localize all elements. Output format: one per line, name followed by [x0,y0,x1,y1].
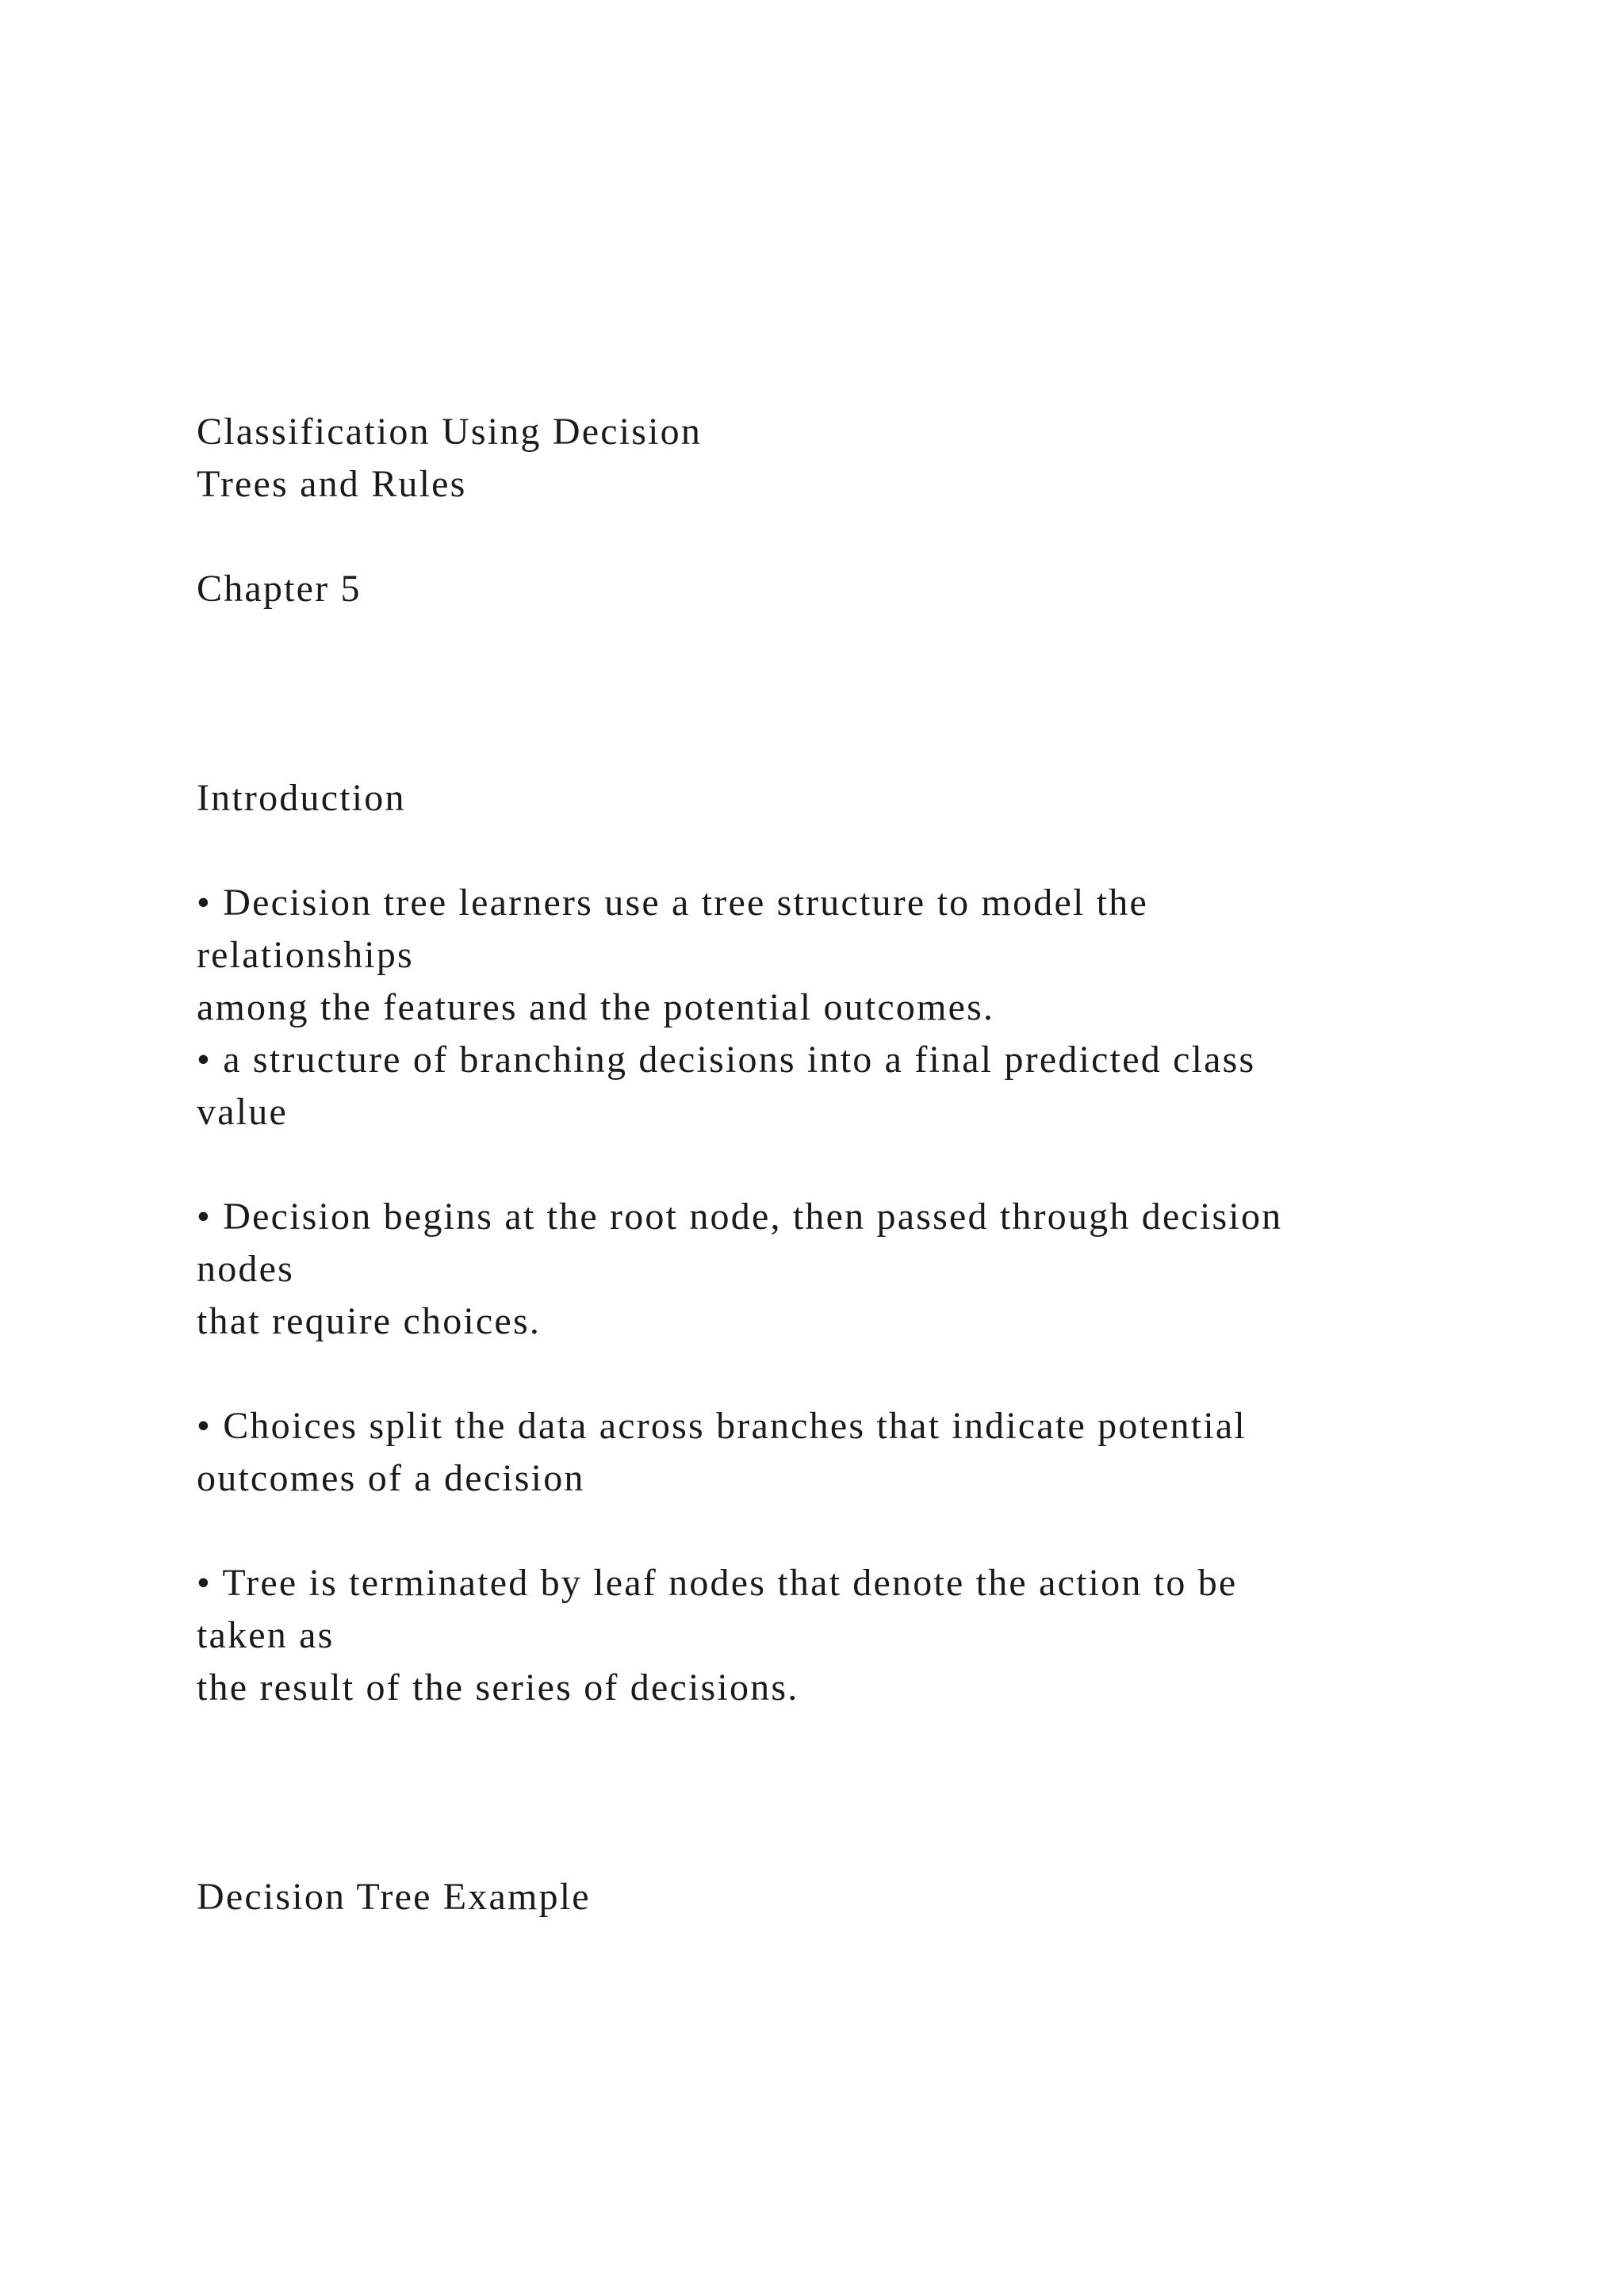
intro-line-bullet-3: • Decision begins at the root node, then passed through decision [197,1196,1283,1238]
chapter-label: Chapter 5 [197,568,362,610]
intro-line: the result of the series of decisions. [197,1667,799,1709]
intro-line-bullet-2: • a structure of branching decisions into a final predicted class [197,1039,1256,1081]
document-title-line-1: Classification Using Decision [197,411,703,453]
intro-line: taken as [197,1614,335,1656]
intro-line: that require choices. [197,1300,542,1342]
intro-line: outcomes of a decision [197,1457,585,1499]
document-title-line-2: Trees and Rules [197,463,467,505]
intro-line: value [197,1091,288,1133]
section-heading-introduction: Introduction [197,777,406,819]
section-heading-decision-tree-example: Decision Tree Example [197,1876,591,1918]
intro-line-bullet-5: • Tree is terminated by leaf nodes that denote the action to be [197,1562,1238,1604]
intro-line-bullet-1: • Decision tree learners use a tree structure to model the [197,882,1148,924]
intro-line: relationships [197,934,414,976]
intro-line: nodes [197,1248,294,1290]
intro-line-bullet-4: • Choices split the data across branches that indicate potential [197,1405,1247,1447]
intro-line: among the features and the potential outcomes. [197,986,995,1028]
